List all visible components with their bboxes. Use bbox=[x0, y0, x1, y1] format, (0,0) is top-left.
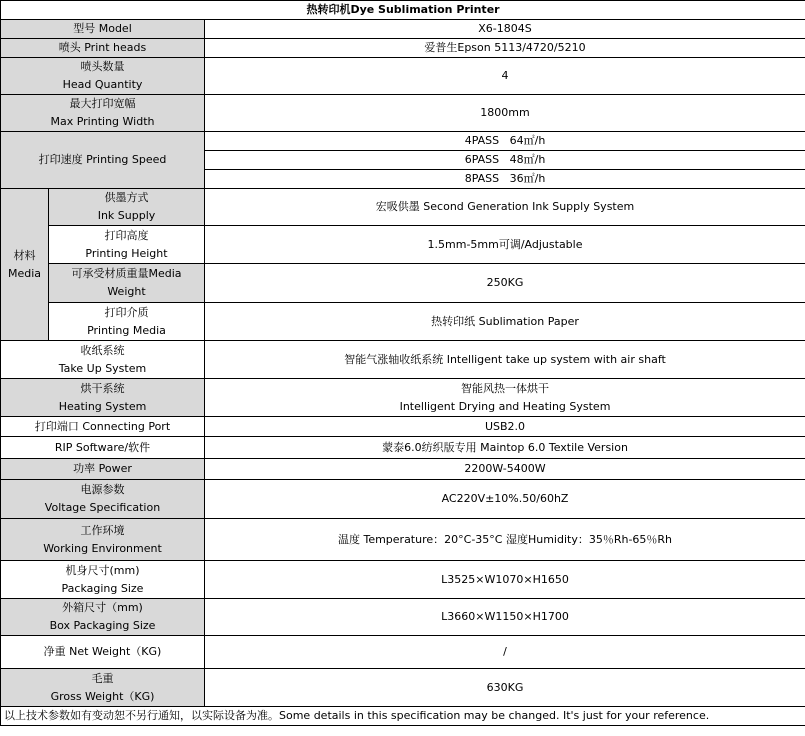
media-weight-value: 250KG bbox=[205, 264, 805, 303]
table-title: 热转印机Dye Sublimation Printer bbox=[1, 1, 805, 20]
heating-label bbox=[1, 379, 205, 417]
head-quantity-value: 4 bbox=[205, 58, 805, 95]
media-group-label bbox=[1, 189, 49, 341]
port-row bbox=[1, 417, 805, 437]
environment-label bbox=[1, 519, 205, 561]
gross-weight-value: 630KG bbox=[205, 669, 805, 707]
take-up-label bbox=[1, 341, 205, 379]
printing-height-label-en: Printing Height bbox=[85, 246, 168, 260]
printing-media-label bbox=[49, 303, 205, 341]
printing-height-row bbox=[1, 226, 805, 264]
box-size-row bbox=[1, 599, 805, 636]
take-up-value: 智能气涨轴收纸系统 Intelligent take up system with air shaft bbox=[205, 341, 805, 379]
ink-supply-value: 宏吸供墨 Second Generation Ink Supply System bbox=[205, 189, 805, 226]
media-label-en: Media bbox=[7, 266, 42, 280]
heating-row bbox=[1, 379, 805, 417]
printing-media-row bbox=[1, 303, 805, 341]
gross-weight-row bbox=[1, 669, 805, 707]
head-quantity-label-cn: 喷头数量 bbox=[80, 60, 125, 73]
packaging-size-row bbox=[1, 561, 805, 599]
footnote: 以上技术参数如有变动恕不另行通知，以实际设备为准。Some details in this specification may be changed. It's just for your reference. bbox=[1, 707, 805, 726]
take-up-row bbox=[1, 341, 805, 379]
voltage-label-cn: 电源参数 bbox=[80, 483, 125, 496]
media-weight-label-cn: 可承受材质重量Media bbox=[71, 267, 182, 280]
printing-speed-label: 打印速度 Printing Speed bbox=[1, 132, 205, 189]
packaging-size-label-en: Packaging Size bbox=[61, 581, 144, 595]
media-weight-label bbox=[49, 264, 205, 303]
media-weight-row bbox=[1, 264, 805, 303]
power-label: 功率 Power bbox=[1, 459, 205, 480]
power-value: 2200W-5400W bbox=[205, 459, 805, 480]
ink-supply-label bbox=[49, 189, 205, 226]
heating-value-cn: 智能风热一体烘干 bbox=[461, 381, 550, 395]
model-label: 型号 Model bbox=[1, 20, 205, 39]
model-value: X6-1804S bbox=[205, 20, 805, 39]
print-heads-row bbox=[1, 39, 805, 58]
voltage-label-en: Voltage Specification bbox=[44, 501, 161, 514]
power-row bbox=[1, 459, 805, 480]
gross-weight-label bbox=[1, 669, 205, 707]
voltage-value: AC220V±10%.50/60hZ bbox=[205, 480, 805, 519]
ink-supply-row bbox=[1, 189, 805, 226]
title-row bbox=[1, 1, 805, 20]
speed-8pass: 8PASS 36㎡/h bbox=[205, 170, 805, 189]
box-size-label-en: Box Packaging Size bbox=[49, 619, 156, 632]
port-value: USB2.0 bbox=[205, 417, 805, 437]
max-width-value: 1800mm bbox=[205, 95, 805, 132]
take-up-label-cn: 收纸系统 bbox=[80, 343, 125, 357]
ink-supply-label-cn: 供墨方式 bbox=[104, 191, 149, 204]
max-width-row bbox=[1, 95, 805, 132]
media-weight-label-en: Weight bbox=[107, 285, 146, 298]
max-width-label bbox=[1, 95, 205, 132]
gross-weight-label-cn: 毛重 bbox=[91, 671, 114, 685]
voltage-row bbox=[1, 480, 805, 519]
take-up-label-en: Take Up System bbox=[58, 361, 147, 375]
printing-media-label-cn: 打印介质 bbox=[104, 305, 149, 319]
environment-row bbox=[1, 519, 805, 561]
heating-value bbox=[205, 379, 805, 417]
box-size-label-cn: 外箱尺寸（mm) bbox=[62, 601, 143, 614]
footnote-row bbox=[1, 707, 805, 726]
print-heads-value: 爱普生Epson 5113/4720/5210 bbox=[205, 39, 805, 58]
box-size-label bbox=[1, 599, 205, 636]
printing-height-label-cn: 打印高度 bbox=[104, 228, 149, 242]
environment-value: 温度 Temperature：20°C-35°C 湿度Humidity：35％Rh-65％Rh bbox=[205, 519, 805, 561]
speed-6pass: 6PASS 48㎡/h bbox=[205, 151, 805, 170]
print-heads-label: 喷头 Print heads bbox=[1, 39, 205, 58]
head-quantity-label bbox=[1, 58, 205, 95]
voltage-label bbox=[1, 480, 205, 519]
net-weight-row bbox=[1, 636, 805, 669]
rip-label: RIP Software/软件 bbox=[1, 437, 205, 459]
head-quantity-row bbox=[1, 58, 805, 95]
packaging-size-value: L3525×W1070×H1650 bbox=[205, 561, 805, 599]
printing-height-value: 1.5mm-5mm可调/Adjustable bbox=[205, 226, 805, 264]
rip-value: 蒙泰6.0纺织版专用 Maintop 6.0 Textile Version bbox=[205, 437, 805, 459]
box-size-value: L3660×W1150×H1700 bbox=[205, 599, 805, 636]
gross-weight-label-en: Gross Weight（KG) bbox=[50, 689, 155, 703]
heating-label-cn: 烘干系统 bbox=[80, 381, 125, 395]
packaging-size-label-cn: 机身尺寸(mm) bbox=[65, 563, 140, 577]
head-quantity-label-en: Head Quantity bbox=[62, 78, 143, 91]
rip-row bbox=[1, 437, 805, 459]
printing-height-label bbox=[49, 226, 205, 264]
speed-4pass: 4PASS 64㎡/h bbox=[205, 132, 805, 151]
media-label-cn: 材料 bbox=[13, 248, 36, 262]
speed-row-1 bbox=[1, 132, 805, 151]
printing-media-label-en: Printing Media bbox=[87, 323, 166, 337]
max-width-label-cn: 最大打印宽幅 bbox=[69, 97, 136, 110]
max-width-label-en: Max Printing Width bbox=[50, 115, 155, 128]
model-row bbox=[1, 20, 805, 39]
packaging-size-label bbox=[1, 561, 205, 599]
printing-media-value: 热转印纸 Sublimation Paper bbox=[205, 303, 805, 341]
net-weight-label: 净重 Net Weight（KG) bbox=[1, 636, 205, 669]
environment-label-cn: 工作环境 bbox=[80, 523, 125, 537]
net-weight-value: / bbox=[205, 636, 805, 669]
environment-label-en: Working Environment bbox=[43, 541, 162, 555]
heating-value-en: Intelligent Drying and Heating System bbox=[399, 399, 611, 413]
port-label: 打印端口 Connecting Port bbox=[1, 417, 205, 437]
heating-label-en: Heating System bbox=[58, 399, 147, 413]
ink-supply-label-en: Ink Supply bbox=[97, 209, 156, 222]
